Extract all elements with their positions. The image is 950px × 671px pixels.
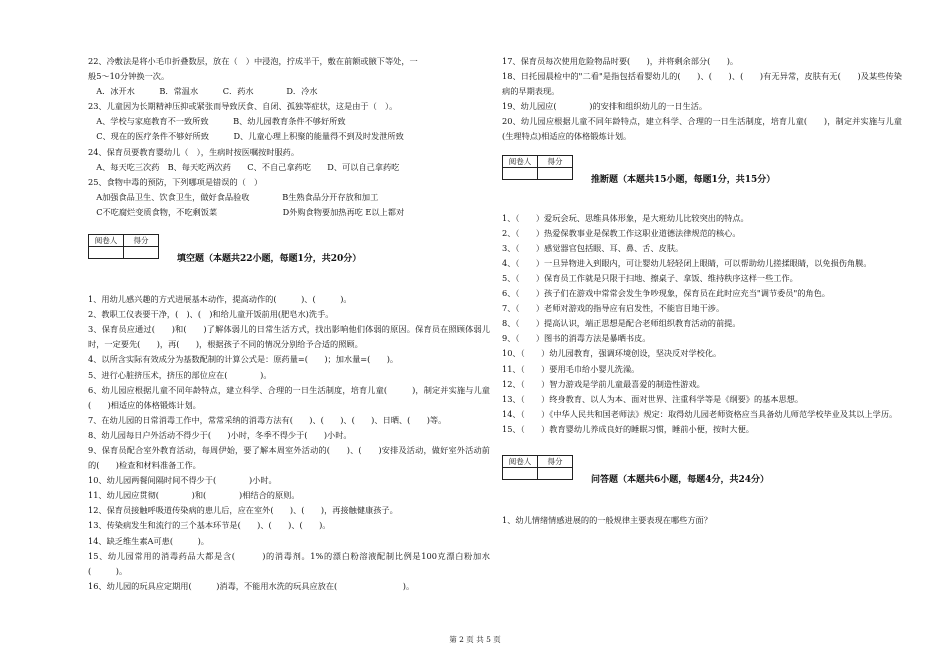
section-title: 填空题（本题共22小题，每题1分，共20分） — [177, 254, 362, 265]
question-line: 10、幼儿园两餐间隔时间不得少于( )小时。 — [88, 475, 277, 486]
question-line: 6、幼儿园应根据儿童不同年龄特点，建立科学、合理的一日生活制度，培育儿童( )，制定并实施与儿童( )相适应的体格锻炼计划。 — [88, 384, 490, 410]
left-column — [88, 54, 490, 594]
question-line: A、每天吃三次药 B、每天吃两次药 C、不自己拿药吃 D、可以自己拿药吃 — [88, 161, 400, 172]
question-line: 3、（ ）感觉器官包括眼、耳、鼻、舌、皮肤。 — [502, 242, 684, 253]
question-line: 5、（ ）保育员工作就是只限于扫地、擦桌子、拿饭、维持秩序这样一些工作。 — [502, 272, 798, 283]
question-line: 1、（ ）爱玩会玩、思维具体形象，是大班幼儿比较突出的特点。 — [502, 212, 749, 223]
score-label: 得分 — [538, 155, 573, 167]
question-line: 10、（ ）幼儿园教育，强调环境创设，坚决反对学校化。 — [502, 348, 722, 359]
score-cell — [538, 167, 573, 179]
question-line: C不吃腐烂变质食物，不吃剩饭菜 D外购食物要加热再吃 E以上都对 — [88, 206, 405, 217]
question-line: 20、幼儿园应根据儿童不同年龄特点，建立科学、合理的一日生活制度，培育儿童( )，制定并实施与儿童(生理特点)相适应的体格锻炼计划。 — [502, 116, 902, 142]
grader-label: 阅卷人 — [89, 235, 124, 247]
score-box — [502, 155, 573, 180]
qa-block — [502, 513, 902, 528]
question-line: 7、在幼儿园的日常消毒工作中，常常采纳的消毒方法有( )、( )、( )、日晒、( )等。 — [88, 414, 447, 425]
question-line: 4、（ ）一旦异物进入到眼内，可让婴幼儿轻轻闭上眼睛，可以帮助幼儿搓揉眼睛，以免损伤角膜。 — [502, 257, 872, 268]
question-line: 2、（ ）热爱保教事业是保教工作这职业道德法律规范的核心。 — [502, 227, 741, 238]
fill-blank-continued-block — [502, 54, 902, 145]
question-line: 17、保育员每次使用危险物品时要( )，并将剩余部分( )。 — [502, 56, 739, 66]
question-line: 6、（ ）孩子们在游戏中常常会发生争吵现象，保育员在此时应充当"调节委员"的角色。 — [502, 288, 830, 299]
section-title: 问答题（本题共6小题，每题4分，共24分） — [591, 474, 770, 485]
question-line: 13、传染病发生和流行的三个基本环节是( )、( )、( )。 — [88, 520, 331, 531]
question-line: 23、儿童因为长期精神压抑或紧张而导致厌食、自闭、孤独等症状，这是由于（ ）。 — [88, 101, 398, 112]
score-label: 得分 — [538, 455, 573, 467]
question-line: 9、保育员配合室外教育活动，每周伊始，要了解本周室外活动的( )、( )安排及活动，做好室外活动前的( )检查和材料准备工作。 — [88, 444, 490, 471]
question-line: A、学校与家庭教育不一致所致 B、幼儿园教育条件不够好所致 — [88, 116, 346, 127]
right-column — [502, 54, 902, 528]
grader-label: 阅卷人 — [503, 455, 538, 467]
question-line: A．冰开水 B．常温水 C．药水 D．冷水 — [88, 86, 318, 97]
score-cell — [538, 467, 573, 479]
question-line: 1、用幼儿感兴趣的方式进展基本动作，提高动作的( )、( )。 — [88, 294, 352, 305]
question-line: 4、以所含实际有效成分为基数配制的计算公式是：原药量=( )；加水量=( )。 — [88, 354, 399, 365]
qa-section-header — [502, 455, 902, 495]
question-line: 11、（ ）要用毛巾给小婴儿洗澡。 — [502, 363, 640, 374]
question-line: 9、（ ）图书的消毒方法是暴晒书皮。 — [502, 333, 651, 344]
question-line: 22、冷敷法是将小毛巾折叠数层，放在（ ）中浸泡，拧成半干，敷在前额或腋下等处，一 — [88, 56, 418, 66]
question-line: 8、（ ）提高认识，端正思想是配合老师组织教育活动的前提。 — [502, 318, 741, 329]
grader-cell — [89, 247, 124, 259]
question-line: 1、幼儿情绪情感进展的的一般规律主要表现在哪些方面？ — [502, 514, 712, 525]
question-line: 2、教职工仪表要干净，( )、( )和给儿童开饭前用(肥皂水)洗手。 — [88, 309, 334, 320]
score-box — [88, 234, 159, 259]
grader-cell — [503, 167, 538, 179]
question-line: 11、幼儿园应贯彻( )和( )相结合的原则。 — [88, 490, 300, 501]
judgement-block — [502, 211, 902, 437]
grader-label: 阅卷人 — [503, 155, 538, 167]
question-line: 25、食物中毒的预防，下列哪项是错误的（ ） — [88, 176, 263, 187]
question-line: 16、幼儿园的玩具应定期用( )消毒，不能用水洗的玩具应放在( )。 — [88, 580, 415, 591]
question-line: 8、幼儿园每日户外活动不得少于( )小时，冬季不得少于( )小时。 — [88, 429, 352, 440]
question-line: C、现在的医疗条件不够好所致 D、儿童心理上积聚的能量得不到及时发泄所致 — [88, 131, 404, 142]
question-line: 13、（ ）终身教育、以人为本、面对世界、注重科学等是《纲要》的基本思想。 — [502, 393, 804, 404]
question-line: 3、保育员应通过( )和( )了解体弱儿的日常生活方式，找出影响他们体弱的原因。保育员在照顾体弱儿时，一定要先( )，再( )，根据孩子不同的情况分别给予合适的照顾。 — [88, 324, 490, 350]
question-line: 19、幼儿园应( )的安排和组织幼儿的一日生活。 — [502, 101, 708, 112]
question-line: 12、保育员接触呼吸道传染病的患儿后，应在室外( )、( )，再接触健康孩子。 — [88, 505, 398, 516]
judgement-section-header — [502, 155, 902, 195]
question-line: 15、幼儿园常用的消毒药品大都是含( )的消毒剂。1%的漂白粉溶液配制比例是100克漂白粉加水( )。 — [88, 550, 490, 576]
page-footer: 第 2 页 共 5 页 — [449, 635, 501, 644]
fill-blank-block — [88, 292, 490, 594]
question-line: A加强食品卫生、饮食卫生，做好食品验收 B生熟食品分开存放和加工 — [88, 191, 379, 202]
question-line: 14、（ ）《中华人民共和国老师法》规定：取得幼儿园老师资格应当具备幼儿师范学校毕业及其以上学历。 — [502, 408, 898, 419]
score-box — [502, 455, 573, 480]
score-label: 得分 — [124, 235, 159, 247]
question-line: 7、（ ）老师对游戏的指导应有启发性，不能盲目地干涉。 — [502, 303, 725, 314]
question-line: 18、日托园晨检中的"二看"是指包括看婴幼儿的( )、( )、( )有无异常，皮肤有无( )及某些传染病的早期表现。 — [502, 71, 902, 97]
multiple-choice-block — [88, 54, 490, 220]
question-line: 14、缺乏维生素A可患( )。 — [88, 535, 209, 546]
score-cell — [124, 247, 159, 259]
question-line: 般5～10分钟换一次。 — [88, 71, 170, 82]
question-line: 15、（ ）教育婴幼儿养成良好的睡眠习惯，睡前小便，按时大便。 — [502, 423, 754, 434]
question-line: 5、进行心脏挤压术，挤压的部位应在( )。 — [88, 369, 272, 380]
question-line: 12、（ ）智力游戏是学前儿童最喜爱的制造性游戏。 — [502, 378, 705, 389]
grader-cell — [503, 467, 538, 479]
fill-blank-section-header — [88, 234, 490, 274]
question-line: 24、保育员要教育婴幼儿（ ），生病时按医嘱按时服药。 — [88, 146, 300, 157]
section-title: 推断题（本题共15小题，每题1分，共15分） — [591, 174, 776, 185]
